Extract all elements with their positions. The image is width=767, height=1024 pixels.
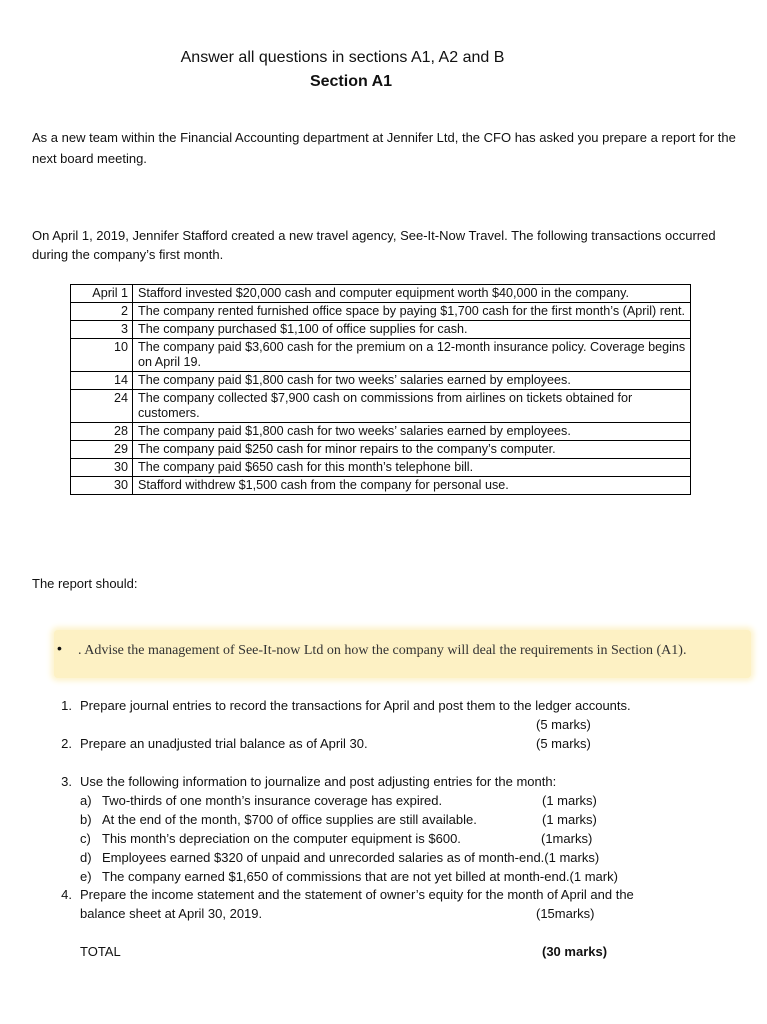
- question-3-text: Use the following information to journalize and post adjusting entries for the month:: [80, 774, 557, 789]
- transaction-text: The company paid $3,600 cash for the premium on a 12-month insurance policy. Coverage begins on April 19.: [133, 339, 691, 372]
- bullet-icon: •: [57, 640, 62, 656]
- table-row: [71, 303, 691, 321]
- transaction-text: Stafford invested $20,000 cash and computer equipment worth $40,000 in the company.: [133, 285, 691, 303]
- subitem-label: b): [80, 812, 92, 827]
- question-number: 1.: [61, 698, 72, 713]
- subitem-e-text: The company earned $1,650 of commissions that are not yet billed at month-end.(1 mark): [102, 869, 618, 884]
- total-label: TOTAL: [80, 944, 121, 959]
- table-row: [71, 477, 691, 495]
- table-row: [71, 390, 691, 423]
- subitem-label: e): [80, 869, 92, 884]
- transaction-date: 30: [71, 477, 133, 495]
- transaction-date: 28: [71, 423, 133, 441]
- section-title: Section A1: [309, 73, 393, 90]
- transaction-date: April 1: [71, 285, 133, 303]
- transaction-text: The company rented furnished office space by paying $1,700 cash for the first month’s (April) rent.: [133, 303, 691, 321]
- transaction-text: Stafford withdrew $1,500 cash from the company for personal use.: [133, 477, 691, 495]
- transaction-text: The company paid $1,800 cash for two weeks’ salaries earned by employees.: [133, 423, 691, 441]
- subitem-label: c): [80, 831, 91, 846]
- transaction-date: 29: [71, 441, 133, 459]
- transaction-date: 3: [71, 321, 133, 339]
- question-2-text: Prepare an unadjusted trial balance as of April 30.: [80, 736, 368, 751]
- question-number: 4.: [61, 887, 72, 902]
- table-row: [71, 441, 691, 459]
- total-marks: (30 marks): [542, 944, 608, 959]
- subitem-b-marks: (1 marks): [542, 812, 597, 827]
- transactions-table: [70, 284, 691, 495]
- heading-instructions: Answer all questions in sections A1, A2 and B: [180, 49, 505, 66]
- subitem-a-marks: (1 marks): [542, 793, 597, 808]
- advise-bullet-text: . Advise the management of See-It-now Ltd on how the company will deal the requirements in Section (A1).: [78, 643, 687, 658]
- table-row: [71, 459, 691, 477]
- question-2-marks: (5 marks): [536, 736, 591, 751]
- question-4-text-line2: balance sheet at April 30, 2019.: [80, 906, 263, 921]
- question-1-marks: (5 marks): [536, 717, 591, 732]
- subitem-label: a): [80, 793, 92, 808]
- table-row: [71, 423, 691, 441]
- table-row: [71, 285, 691, 303]
- subitem-c-text: This month’s depreciation on the computer equipment is $600.: [102, 831, 461, 846]
- subitem-label: d): [80, 850, 92, 865]
- transaction-text: The company purchased $1,100 of office supplies for cash.: [133, 321, 691, 339]
- transaction-date: 10: [71, 339, 133, 372]
- transaction-date: 24: [71, 390, 133, 423]
- transaction-text: The company collected $7,900 cash on commissions from airlines on tickets obtained for customers.: [133, 390, 691, 423]
- intro-paragraph: As a new team within the Financial Accounting department at Jennifer Ltd, the CFO has asked you prepare a report for the next board meeting.: [32, 130, 736, 166]
- question-4-text-line1: Prepare the income statement and the statement of owner’s equity for the month of April and the: [80, 887, 634, 902]
- subitem-b-text: At the end of the month, $700 of office supplies are still available.: [102, 812, 477, 827]
- subitem-a-text: Two-thirds of one month’s insurance coverage has expired.: [102, 793, 443, 808]
- table-row: [71, 321, 691, 339]
- context-paragraph: On April 1, 2019, Jennifer Stafford created a new travel agency, See-It-Now Travel. The following transactions occurred during the company’s first month.: [32, 228, 716, 262]
- table-row: [71, 339, 691, 372]
- transaction-date: 30: [71, 459, 133, 477]
- transaction-text: The company paid $250 cash for minor repairs to the company’s computer.: [133, 441, 691, 459]
- question-4-marks: (15marks): [536, 906, 595, 921]
- transaction-text: The company paid $650 cash for this month’s telephone bill.: [133, 459, 691, 477]
- subitem-c-marks: (1marks): [541, 831, 593, 846]
- subitem-d-text: Employees earned $320 of unpaid and unrecorded salaries as of month-end.(1 marks): [102, 850, 600, 865]
- transaction-date: 2: [71, 303, 133, 321]
- table-row: [71, 372, 691, 390]
- question-number: 2.: [61, 736, 72, 751]
- report-label: The report should:: [32, 576, 138, 591]
- question-1-text: Prepare journal entries to record the transactions for April and post them to the ledger accounts.: [80, 698, 631, 713]
- transaction-text: The company paid $1,800 cash for two weeks’ salaries earned by employees.: [133, 372, 691, 390]
- transaction-date: 14: [71, 372, 133, 390]
- question-number: 3.: [61, 774, 72, 789]
